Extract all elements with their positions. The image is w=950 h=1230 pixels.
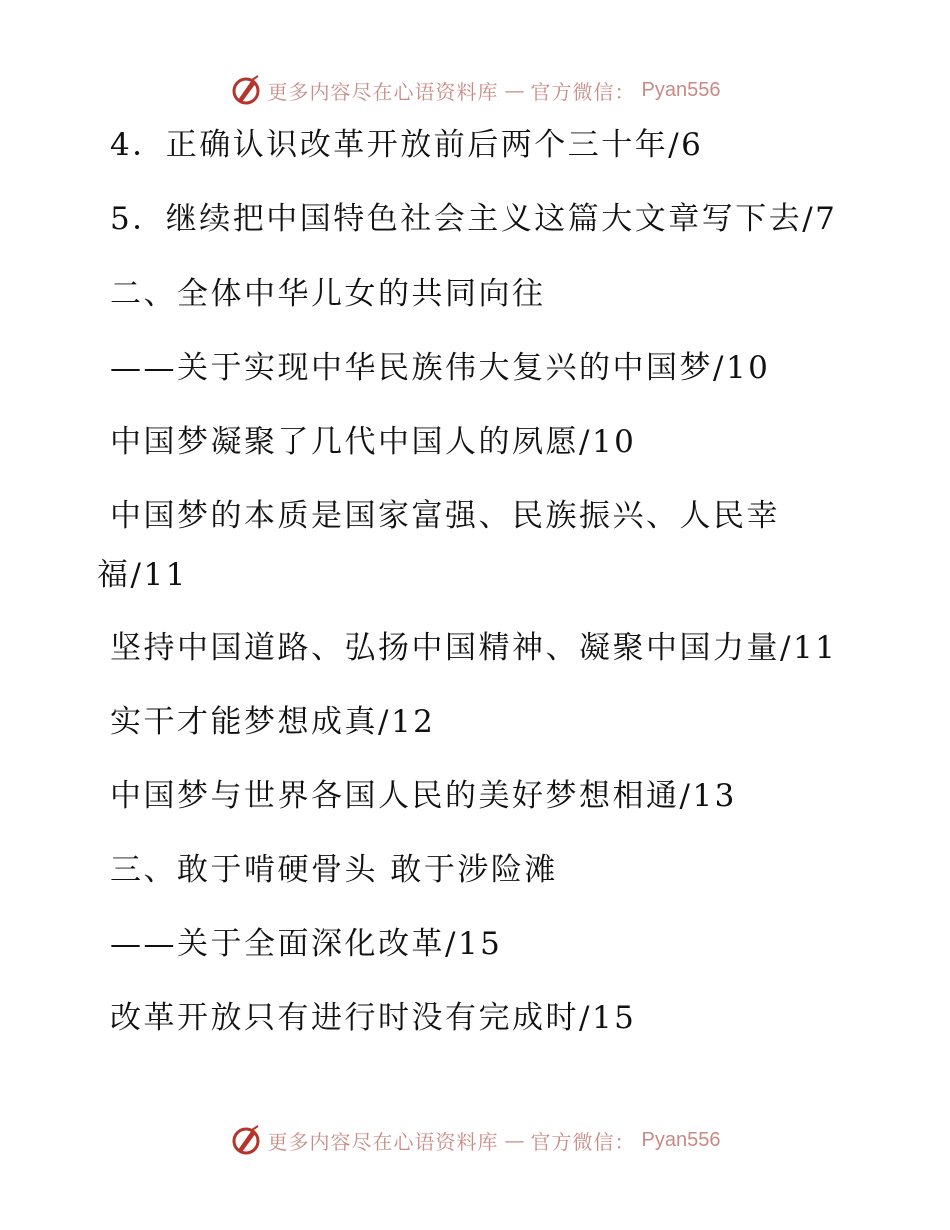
toc-entry: 实干才能梦想成真/12 [110, 704, 436, 740]
watermark-wechat-id: Pyan556 [641, 1128, 721, 1151]
toc-entry-continuation: 福/11 [97, 557, 188, 593]
toc-entry: 中国梦的本质是国家富强、民族振兴、人民幸 [110, 498, 780, 534]
watermark-wechat-id: Pyan556 [641, 78, 721, 101]
quill-pen-logo-icon [230, 1124, 262, 1156]
toc-entry: 中国梦凝聚了几代中国人的夙愿/10 [110, 424, 637, 460]
toc-section-heading: 二、全体中华儿女的共同向往 [110, 276, 546, 312]
watermark-text: 更多内容尽在心语资料库 [267, 79, 499, 104]
watermark-separator: — [504, 78, 525, 102]
toc-section-subtitle: ——关于全面深化改革/15 [110, 926, 503, 962]
watermark-separator: — [504, 1128, 525, 1152]
watermark-text: 更多内容尽在心语资料库 [267, 1129, 499, 1154]
watermark-wechat-label: 官方微信： [530, 79, 636, 104]
toc-entry: 中国梦与世界各国人民的美好梦想相通/13 [110, 778, 737, 814]
toc-section-heading: 三、敢于啃硬骨头 敢于涉险滩 [110, 852, 558, 888]
toc-entry: 4．正确认识改革开放前后两个三十年/6 [110, 127, 704, 163]
toc-entry: 坚持中国道路、弘扬中国精神、凝聚中国力量/11 [110, 630, 838, 666]
footer-watermark [0, 1122, 950, 1158]
watermark-wechat-label: 官方微信： [530, 1129, 636, 1154]
toc-entry: 5．继续把中国特色社会主义这篇大文章写下去/7 [110, 201, 838, 237]
quill-pen-logo-icon [230, 74, 262, 106]
header-watermark [0, 72, 950, 108]
toc-section-subtitle: ——关于实现中华民族伟大复兴的中国梦/10 [110, 350, 771, 386]
toc-entry: 改革开放只有进行时没有完成时/15 [110, 1000, 637, 1036]
